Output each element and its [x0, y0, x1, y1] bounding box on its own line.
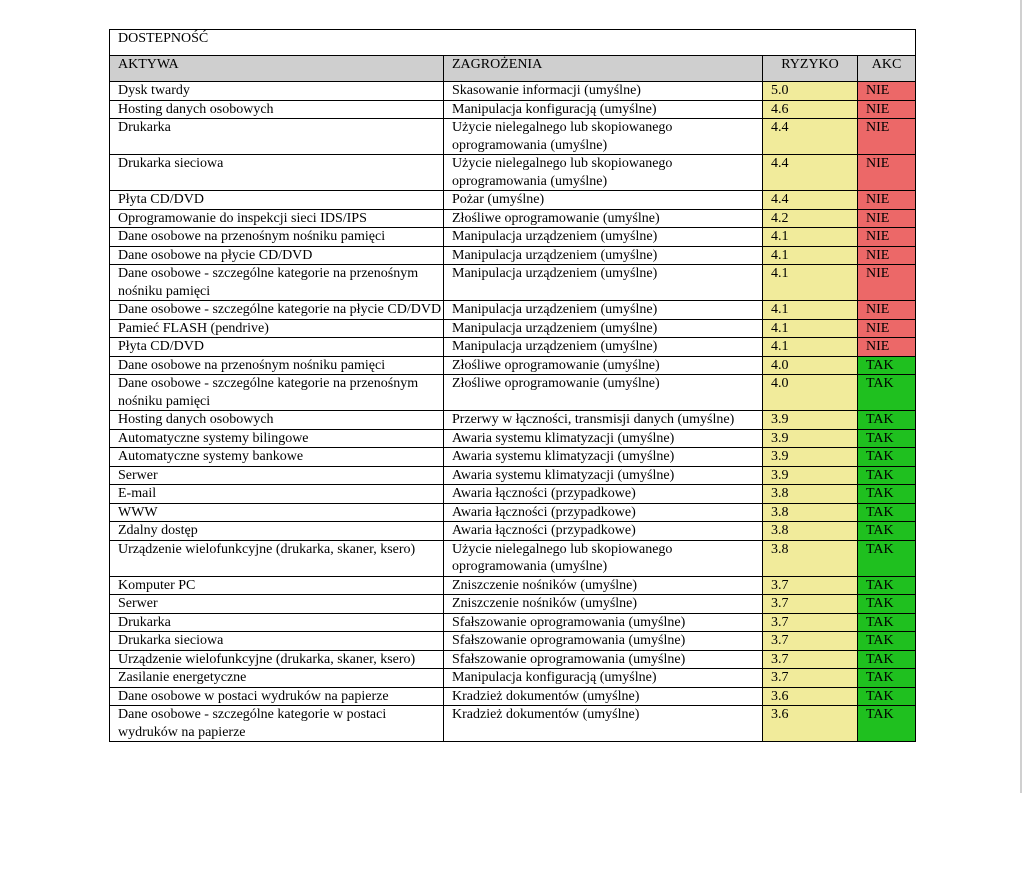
threat-cell: Złośliwe oprogramowanie (umyślne) [444, 375, 763, 411]
threat-cell: Awaria łączności (przypadkowe) [444, 503, 763, 522]
table-row [110, 209, 916, 228]
asset-cell: Drukarka [110, 613, 444, 632]
threat-cell: Sfałszowanie oprogramowania (umyślne) [444, 613, 763, 632]
risk-cell: 3.7 [763, 669, 858, 688]
acceptance-cell: NIE [858, 265, 916, 301]
risk-cell: 4.1 [763, 265, 858, 301]
table-row [110, 301, 916, 320]
risk-cell: 4.1 [763, 246, 858, 265]
threat-cell: Manipulacja urządzeniem (umyślne) [444, 319, 763, 338]
threat-cell: Manipulacja konfiguracją (umyślne) [444, 100, 763, 119]
threat-cell: Użycie nielegalnego lub skopiowanego oprogramowania (umyślne) [444, 540, 763, 576]
risk-cell: 4.4 [763, 155, 858, 191]
threat-cell: Złośliwe oprogramowanie (umyślne) [444, 356, 763, 375]
asset-cell: Hosting danych osobowych [110, 100, 444, 119]
acceptance-cell: TAK [858, 503, 916, 522]
asset-cell: Automatyczne systemy bankowe [110, 448, 444, 467]
threat-cell: Użycie nielegalnego lub skopiowanego oprogramowania (umyślne) [444, 155, 763, 191]
table-title: DOSTEPNOŚĆ [110, 30, 916, 56]
table-row [110, 429, 916, 448]
table-row [110, 265, 916, 301]
column-header-assets: AKTYWA [110, 56, 444, 82]
table-row [110, 613, 916, 632]
table-row [110, 411, 916, 430]
threat-cell: Awaria systemu klimatyzacji (umyślne) [444, 448, 763, 467]
threat-cell: Manipulacja urządzeniem (umyślne) [444, 228, 763, 247]
asset-cell: Oprogramowanie do inspekcji sieci IDS/IPS [110, 209, 444, 228]
risk-cell: 4.1 [763, 301, 858, 320]
asset-cell: Dysk twardy [110, 82, 444, 101]
risk-cell: 4.4 [763, 119, 858, 155]
acceptance-cell: NIE [858, 100, 916, 119]
asset-cell: Urządzenie wielofunkcyjne (drukarka, skaner, ksero) [110, 650, 444, 669]
table-row [110, 485, 916, 504]
asset-cell: Płyta CD/DVD [110, 338, 444, 357]
table-row [110, 319, 916, 338]
acceptance-cell: NIE [858, 228, 916, 247]
threat-cell: Sfałszowanie oprogramowania (umyślne) [444, 632, 763, 651]
acceptance-cell: NIE [858, 246, 916, 265]
table-row [110, 448, 916, 467]
threat-cell: Zniszczenie nośników (umyślne) [444, 595, 763, 614]
acceptance-cell: TAK [858, 356, 916, 375]
risk-cell: 3.7 [763, 650, 858, 669]
risk-cell: 3.8 [763, 485, 858, 504]
table-body [110, 82, 916, 742]
acceptance-cell: NIE [858, 338, 916, 357]
risk-cell: 4.0 [763, 375, 858, 411]
threat-cell: Sfałszowanie oprogramowania (umyślne) [444, 650, 763, 669]
threat-cell: Skasowanie informacji (umyślne) [444, 82, 763, 101]
acceptance-cell: NIE [858, 119, 916, 155]
asset-cell: Dane osobowe - szczególne kategorie w postaci wydruków na papierze [110, 706, 444, 742]
threat-cell: Awaria systemu klimatyzacji (umyślne) [444, 429, 763, 448]
acceptance-cell: TAK [858, 448, 916, 467]
asset-cell: Zdalny dostęp [110, 522, 444, 541]
asset-cell: Dane osobowe - szczególne kategorie na przenośnym nośniku pamięci [110, 375, 444, 411]
acceptance-cell: TAK [858, 485, 916, 504]
acceptance-cell: TAK [858, 466, 916, 485]
table-row [110, 650, 916, 669]
table-row [110, 100, 916, 119]
table-row [110, 687, 916, 706]
asset-cell: Urządzenie wielofunkcyjne (drukarka, skaner, ksero) [110, 540, 444, 576]
acceptance-cell: TAK [858, 706, 916, 742]
acceptance-cell: NIE [858, 155, 916, 191]
table-row [110, 119, 916, 155]
table-row [110, 82, 916, 101]
asset-cell: Dane osobowe - szczególne kategorie na płycie CD/DVD [110, 301, 444, 320]
risk-cell: 3.9 [763, 448, 858, 467]
risk-cell: 4.6 [763, 100, 858, 119]
acceptance-cell: TAK [858, 411, 916, 430]
asset-cell: Dane osobowe na przenośnym nośniku pamięci [110, 356, 444, 375]
column-header-risk: RYZYKO [763, 56, 858, 82]
acceptance-cell: NIE [858, 82, 916, 101]
column-header-akc: AKC [858, 56, 916, 82]
acceptance-cell: TAK [858, 632, 916, 651]
table-row [110, 595, 916, 614]
asset-cell: Płyta CD/DVD [110, 191, 444, 210]
acceptance-cell: TAK [858, 429, 916, 448]
acceptance-cell: TAK [858, 522, 916, 541]
acceptance-cell: NIE [858, 301, 916, 320]
threat-cell: Zniszczenie nośników (umyślne) [444, 576, 763, 595]
risk-cell: 3.9 [763, 411, 858, 430]
risk-cell: 5.0 [763, 82, 858, 101]
asset-cell: Serwer [110, 595, 444, 614]
table-row [110, 246, 916, 265]
table-row [110, 576, 916, 595]
table-row [110, 338, 916, 357]
risk-cell: 3.8 [763, 540, 858, 576]
threat-cell: Złośliwe oprogramowanie (umyślne) [444, 209, 763, 228]
table-row [110, 155, 916, 191]
table-row [110, 228, 916, 247]
threat-cell: Kradzież dokumentów (umyślne) [444, 687, 763, 706]
threat-cell: Użycie nielegalnego lub skopiowanego oprogramowania (umyślne) [444, 119, 763, 155]
risk-cell: 3.8 [763, 522, 858, 541]
asset-cell: Drukarka sieciowa [110, 632, 444, 651]
asset-cell: WWW [110, 503, 444, 522]
threat-cell: Manipulacja urządzeniem (umyślne) [444, 301, 763, 320]
acceptance-cell: TAK [858, 613, 916, 632]
risk-cell: 3.6 [763, 687, 858, 706]
risk-table [109, 29, 916, 742]
asset-cell: Serwer [110, 466, 444, 485]
risk-cell: 3.6 [763, 706, 858, 742]
table-row [110, 503, 916, 522]
risk-cell: 3.8 [763, 503, 858, 522]
risk-cell: 3.7 [763, 576, 858, 595]
asset-cell: Dane osobowe na przenośnym nośniku pamięci [110, 228, 444, 247]
table-row [110, 191, 916, 210]
threat-cell: Kradzież dokumentów (umyślne) [444, 706, 763, 742]
acceptance-cell: NIE [858, 209, 916, 228]
threat-cell: Manipulacja urządzeniem (umyślne) [444, 265, 763, 301]
risk-cell: 4.1 [763, 228, 858, 247]
risk-cell: 4.4 [763, 191, 858, 210]
acceptance-cell: TAK [858, 576, 916, 595]
table-row [110, 669, 916, 688]
asset-cell: Automatyczne systemy bilingowe [110, 429, 444, 448]
table-row [110, 356, 916, 375]
asset-cell: Dane osobowe - szczególne kategorie na przenośnym nośniku pamięci [110, 265, 444, 301]
risk-cell: 3.7 [763, 613, 858, 632]
acceptance-cell: TAK [858, 687, 916, 706]
asset-cell: Dane osobowe na płycie CD/DVD [110, 246, 444, 265]
threat-cell: Awaria systemu klimatyzacji (umyślne) [444, 466, 763, 485]
asset-cell: Hosting danych osobowych [110, 411, 444, 430]
risk-cell: 3.9 [763, 429, 858, 448]
threat-cell: Manipulacja konfiguracją (umyślne) [444, 669, 763, 688]
risk-cell: 3.7 [763, 595, 858, 614]
risk-cell: 3.7 [763, 632, 858, 651]
acceptance-cell: TAK [858, 540, 916, 576]
asset-cell: Dane osobowe w postaci wydruków na papierze [110, 687, 444, 706]
risk-cell: 4.2 [763, 209, 858, 228]
risk-cell: 4.1 [763, 319, 858, 338]
risk-cell: 4.0 [763, 356, 858, 375]
acceptance-cell: NIE [858, 319, 916, 338]
table-row [110, 632, 916, 651]
risk-cell: 3.9 [763, 466, 858, 485]
table-row [110, 466, 916, 485]
asset-cell: E-mail [110, 485, 444, 504]
acceptance-cell: TAK [858, 375, 916, 411]
acceptance-cell: NIE [858, 191, 916, 210]
table-row [110, 375, 916, 411]
asset-cell: Pamieć FLASH (pendrive) [110, 319, 444, 338]
asset-cell: Zasilanie energetyczne [110, 669, 444, 688]
threat-cell: Awaria łączności (przypadkowe) [444, 522, 763, 541]
acceptance-cell: TAK [858, 669, 916, 688]
table-title-row [110, 30, 916, 56]
threat-cell: Pożar (umyślne) [444, 191, 763, 210]
table-header-row [110, 56, 916, 82]
table-row [110, 522, 916, 541]
threat-cell: Manipulacja urządzeniem (umyślne) [444, 246, 763, 265]
table-row [110, 706, 916, 742]
threat-cell: Przerwy w łączności, transmisji danych (umyślne) [444, 411, 763, 430]
asset-cell: Drukarka [110, 119, 444, 155]
risk-cell: 4.1 [763, 338, 858, 357]
asset-cell: Komputer PC [110, 576, 444, 595]
threat-cell: Manipulacja urządzeniem (umyślne) [444, 338, 763, 357]
asset-cell: Drukarka sieciowa [110, 155, 444, 191]
column-header-threats: ZAGROŻENIA [444, 56, 763, 82]
acceptance-cell: TAK [858, 595, 916, 614]
acceptance-cell: TAK [858, 650, 916, 669]
table-row [110, 540, 916, 576]
threat-cell: Awaria łączności (przypadkowe) [444, 485, 763, 504]
